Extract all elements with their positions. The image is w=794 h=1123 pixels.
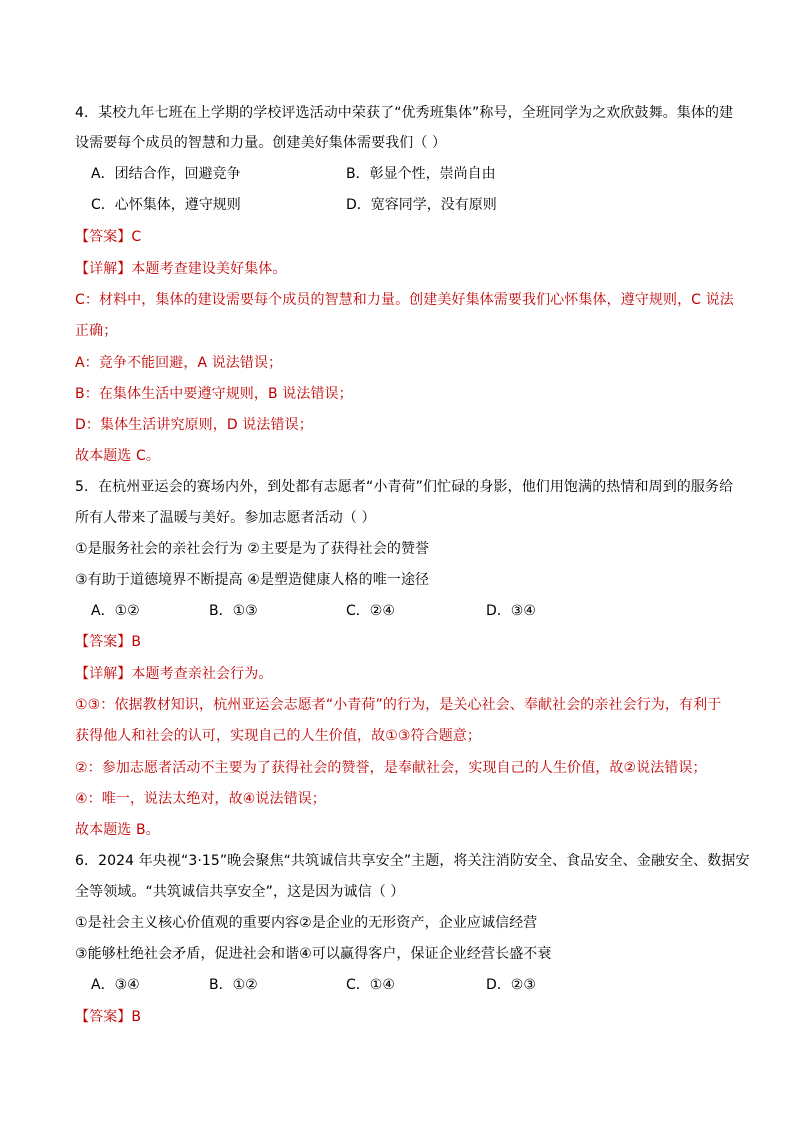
detail-text: 本题考查建设美好集体。	[131, 261, 287, 277]
q5-detail	[75, 664, 272, 684]
detail-label: 【详解】	[75, 666, 132, 682]
q5-stem-line2: 所有人带来了温暖与美好。参加志愿者活动（ ）	[75, 510, 376, 526]
q4-explanation-b: B：在集体生活中要遵守规则，B 说法错误；	[75, 386, 353, 402]
q5-option-a: A．①②	[91, 603, 140, 619]
q4-option-c: C．心怀集体，遵守规则	[91, 197, 241, 213]
q5-option-c: C．②④	[346, 603, 395, 619]
q5-option-d: D．③④	[486, 603, 536, 619]
q4-explanation-a: A：竞争不能回避，A 说法错误；	[75, 355, 283, 371]
answer-label: 【答案】	[75, 634, 132, 650]
q4-detail	[75, 259, 287, 279]
q4-option-d: D．宽容同学，没有原则	[346, 197, 497, 213]
q4-explanation-c-line1: C：材料中，集体的建设需要每个成员的智慧和力量。创建美好集体需要我们心怀集体，遵守规则，C 说法	[75, 292, 734, 308]
q6-option-a: A．③④	[91, 977, 140, 993]
q4-explanation-c-line2: 正确；	[75, 323, 118, 339]
q5-explanation-13-line1: ①③：依据教材知识，杭州亚运会志愿者“小青荷”的行为，是关心社会、奉献社会的亲社会行为，有利于	[75, 697, 722, 713]
q5-statements-line2: ③有助于道德境界不断提高 ④是塑造健康人格的唯一途径	[75, 572, 430, 588]
q5-explanation-13-line2: 获得他人和社会的认可，实现自己的人生价值，故①③符合题意；	[75, 728, 481, 744]
q4-answer	[75, 227, 141, 247]
answer-value: C	[131, 229, 142, 245]
q4-explanation-d: D：集体生活讲究原则，D 说法错误；	[75, 417, 313, 433]
q5-statements-line1: ①是服务社会的亲社会行为 ②主要是为了获得社会的赞誉	[75, 541, 430, 557]
q6-option-b: B．①②	[209, 977, 258, 993]
q4-option-b: B．彰显个性，崇尚自由	[346, 166, 496, 182]
q6-statements-line2: ③能够杜绝社会矛盾，促进社会和谐④可以赢得客户，保证企业经营长盛不衰	[75, 946, 552, 962]
q5-conclusion: 故本题选 B。	[75, 822, 160, 838]
q6-stem-line2: 全等领域。“共筑诚信共享安全”，这是因为诚信（ ）	[75, 884, 405, 900]
q4-option-a: A．团结合作，回避竞争	[91, 166, 241, 182]
answer-value: B	[131, 634, 142, 650]
q6-option-c: C．①④	[346, 977, 395, 993]
q5-answer	[75, 632, 141, 652]
answer-label: 【答案】	[75, 1009, 132, 1025]
q6-option-d: D．②③	[486, 977, 536, 993]
q5-stem-line1: 5．在杭州亚运会的赛场内外，到处都有志愿者“小青荷”们忙碌的身影，他们用饱满的热情和周到的服务给	[75, 479, 734, 495]
answer-label: 【答案】	[75, 229, 132, 245]
q5-explanation-4: ④：唯一，说法太绝对，故④说法错误；	[75, 791, 326, 807]
q4-conclusion: 故本题选 C。	[75, 448, 160, 464]
q4-stem-line2: 设需要每个成员的智慧和力量。创建美好集体需要我们（ ）	[75, 135, 447, 151]
detail-text: 本题考查亲社会行为。	[131, 666, 273, 682]
q5-explanation-2: ②：参加志愿者活动不主要为了获得社会的赞誉，是奉献社会，实现自己的人生价值，故②说法错误；	[75, 760, 707, 776]
q6-answer	[75, 1007, 141, 1027]
q5-option-b: B．①③	[209, 603, 258, 619]
q6-stem-line1: 6．2024 年央视“3·15”晚会聚焦“共筑诚信共享安全”主题，将关注消防安全、食品安全、金融安全、数据安	[75, 853, 750, 869]
detail-label: 【详解】	[75, 261, 132, 277]
answer-value: B	[131, 1009, 142, 1025]
q4-stem-line1: 4．某校九年七班在上学期的学校评选活动中荣获了“优秀班集体”称号，全班同学为之欢欣鼓舞。集体的建	[75, 105, 734, 121]
q6-statements-line1: ①是社会主义核心价值观的重要内容②是企业的无形资产，企业应诚信经营	[75, 915, 538, 931]
